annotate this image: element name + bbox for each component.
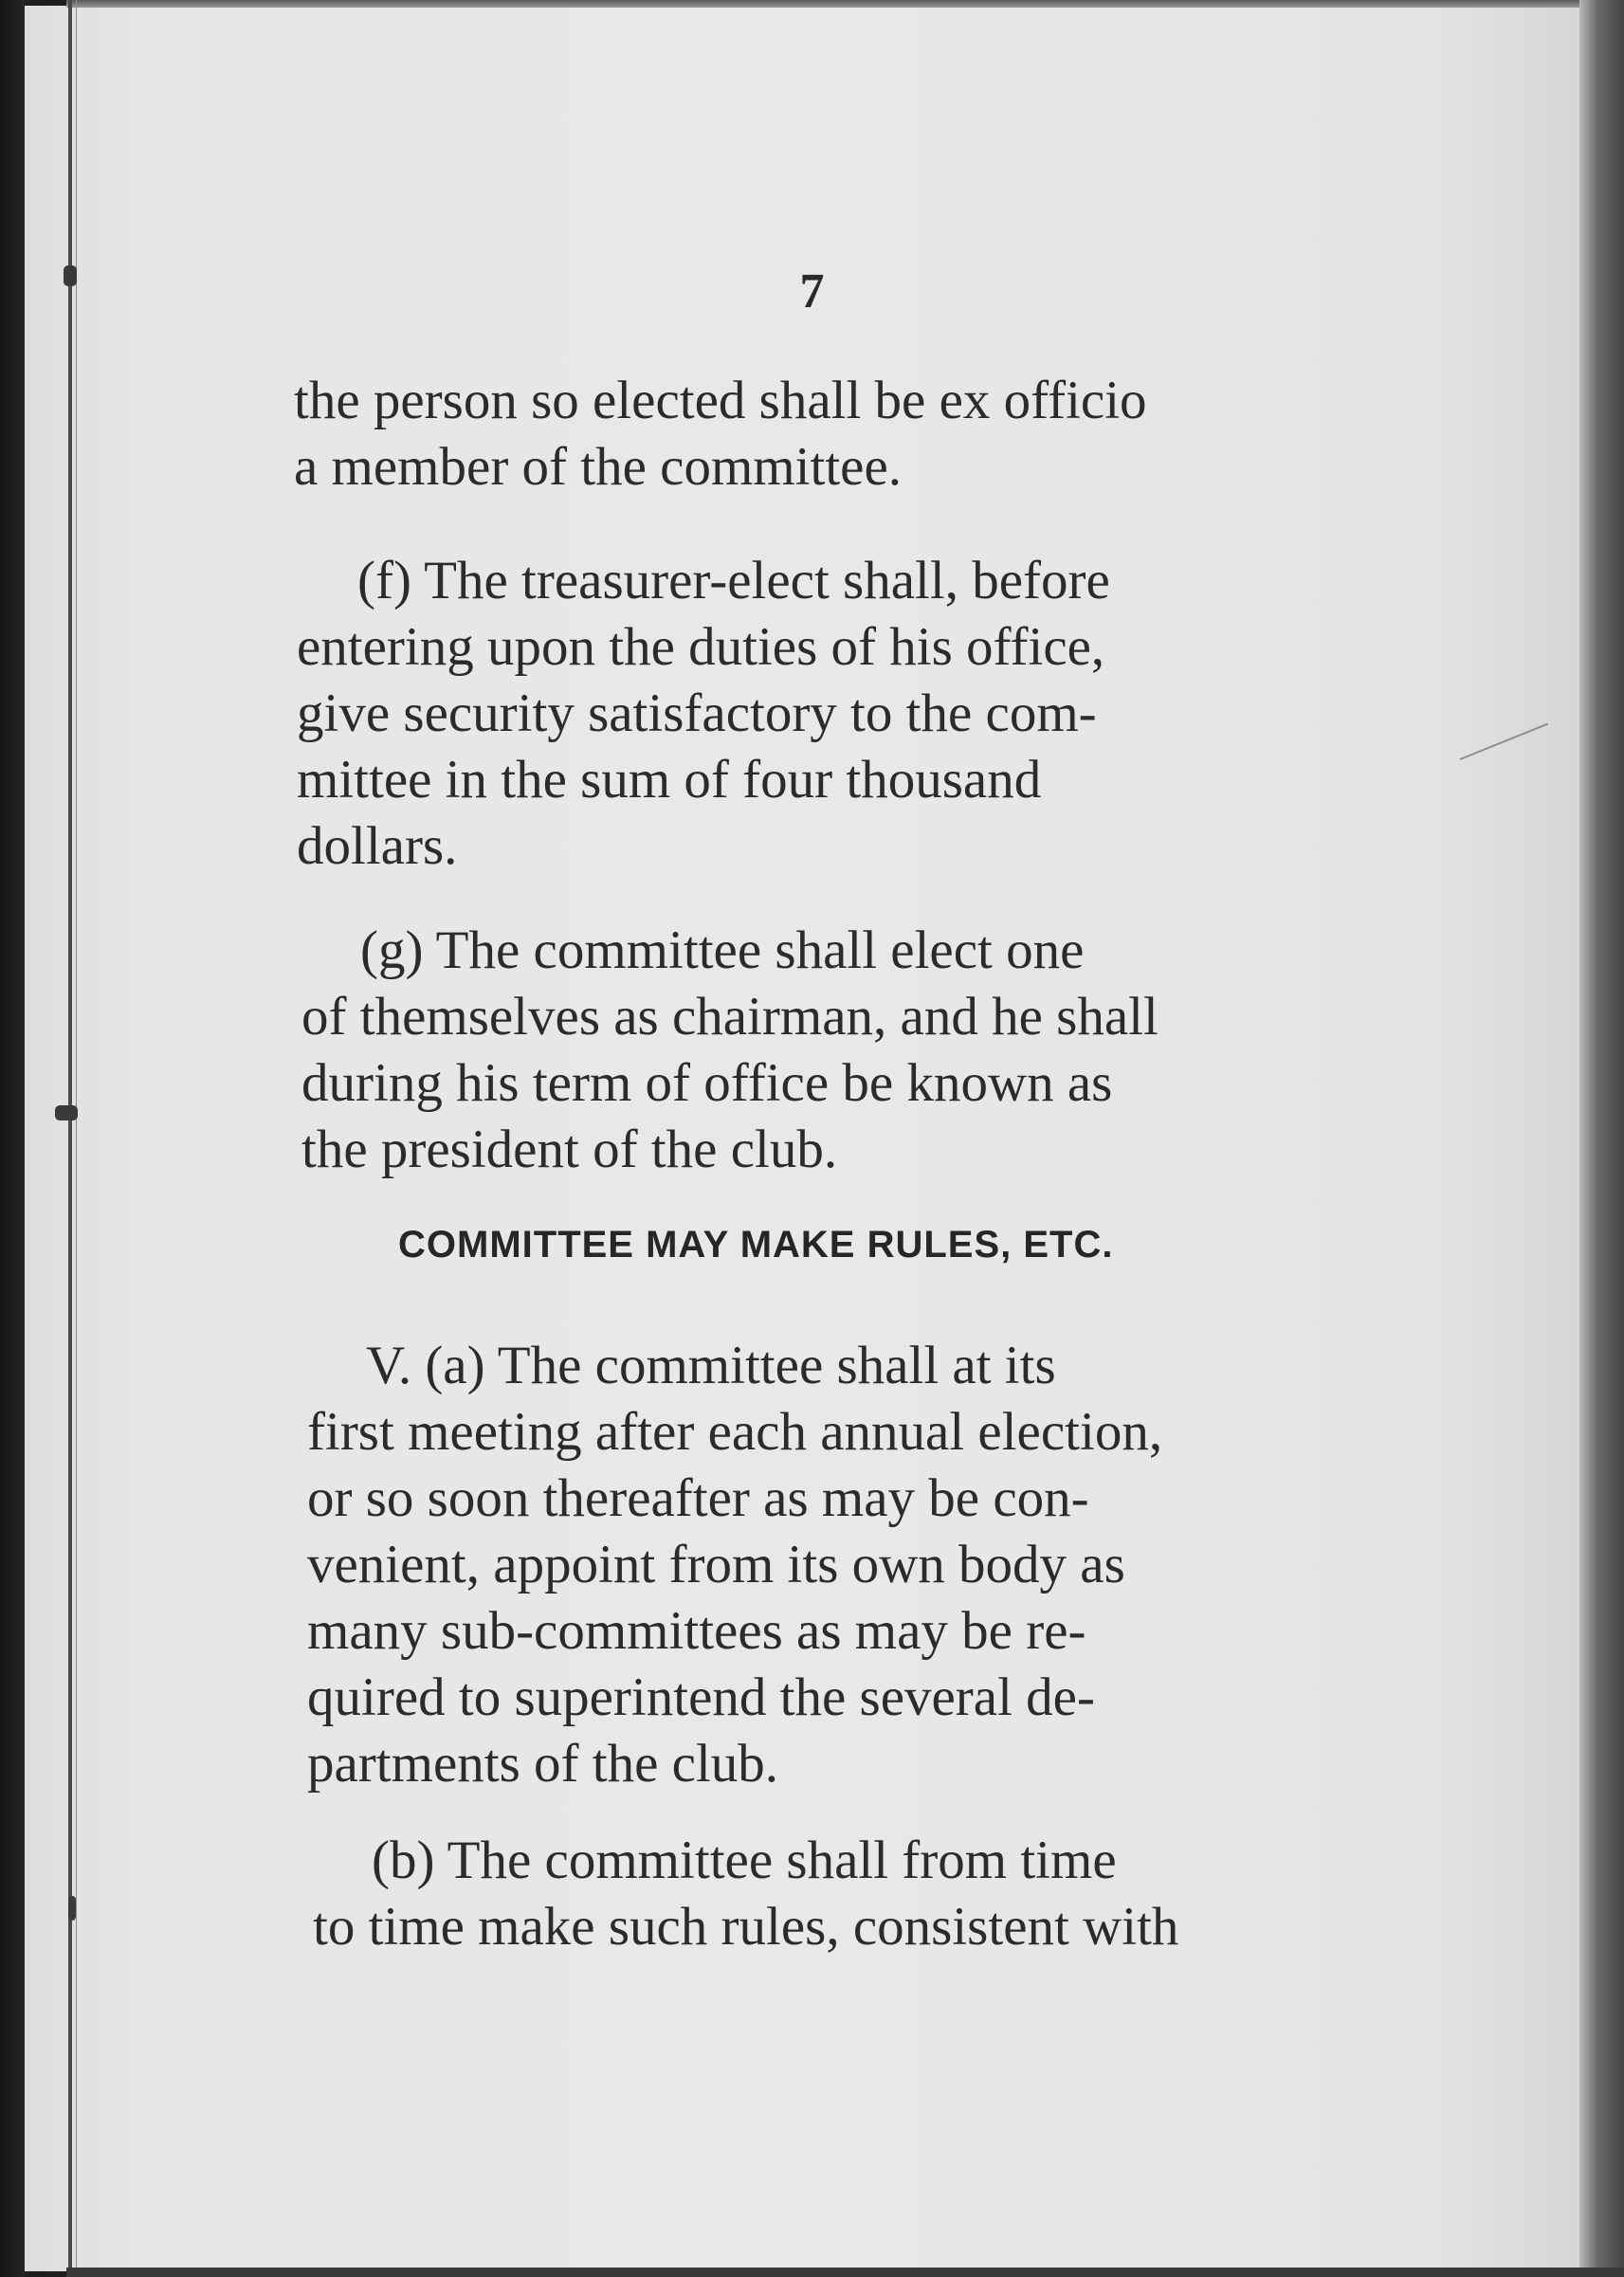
text-line: first meeting after each annual election, bbox=[307, 1402, 1163, 1462]
text-line: a member of the committee. bbox=[294, 437, 902, 497]
text-line: entering upon the duties of his office, bbox=[297, 617, 1105, 677]
text-line: during his term of office be known as bbox=[301, 1053, 1113, 1113]
text-line: V. (a) The committee shall at its bbox=[366, 1336, 1056, 1395]
binding-line-inner bbox=[76, 0, 77, 2277]
text-line: (g) The committee shall elect one bbox=[360, 920, 1085, 980]
section-heading: COMMITTEE MAY MAKE RULES, ETC. bbox=[398, 1224, 1114, 1266]
page-number: 7 bbox=[799, 264, 825, 319]
text-line: dollars. bbox=[297, 816, 458, 876]
paragraph-g bbox=[301, 918, 1305, 1183]
paragraph-b bbox=[313, 1828, 1316, 1960]
text-line: the person so elected shall be ex officio bbox=[294, 371, 1147, 430]
text-line: mittee in the sum of four thousand bbox=[297, 750, 1042, 810]
bottom-edge-shadow bbox=[66, 2268, 1624, 2277]
binding-stitch bbox=[68, 1896, 76, 1921]
text-line: give security satisfactory to the com- bbox=[297, 683, 1097, 743]
text-line: to time make such rules, consistent with bbox=[313, 1897, 1179, 1957]
text-line: many sub-committees as may be re- bbox=[307, 1601, 1086, 1661]
text-line: the president of the club. bbox=[301, 1120, 838, 1179]
text-line: (f) The treasurer-elect shall, before bbox=[357, 551, 1110, 610]
text-line: or so soon thereafter as may be con- bbox=[307, 1468, 1089, 1528]
text-line: quired to superintend the several de- bbox=[307, 1667, 1095, 1727]
text-line: of themselves as chairman, and he shall bbox=[301, 987, 1159, 1047]
left-margin-shadow bbox=[0, 0, 25, 2277]
right-edge-shadow bbox=[1579, 0, 1624, 2277]
paragraph-f bbox=[297, 548, 1302, 880]
text-line: (b) The committee shall from time bbox=[372, 1831, 1117, 1890]
text-line: partments of the club. bbox=[307, 1734, 779, 1794]
top-edge-shadow bbox=[66, 0, 1624, 8]
paragraph-v-a bbox=[307, 1333, 1314, 1797]
text-line: venient, appoint from its own body as bbox=[307, 1535, 1125, 1594]
binding-line bbox=[68, 0, 72, 2277]
paragraph-continuation bbox=[294, 368, 1297, 501]
binding-stitch bbox=[55, 1105, 78, 1120]
